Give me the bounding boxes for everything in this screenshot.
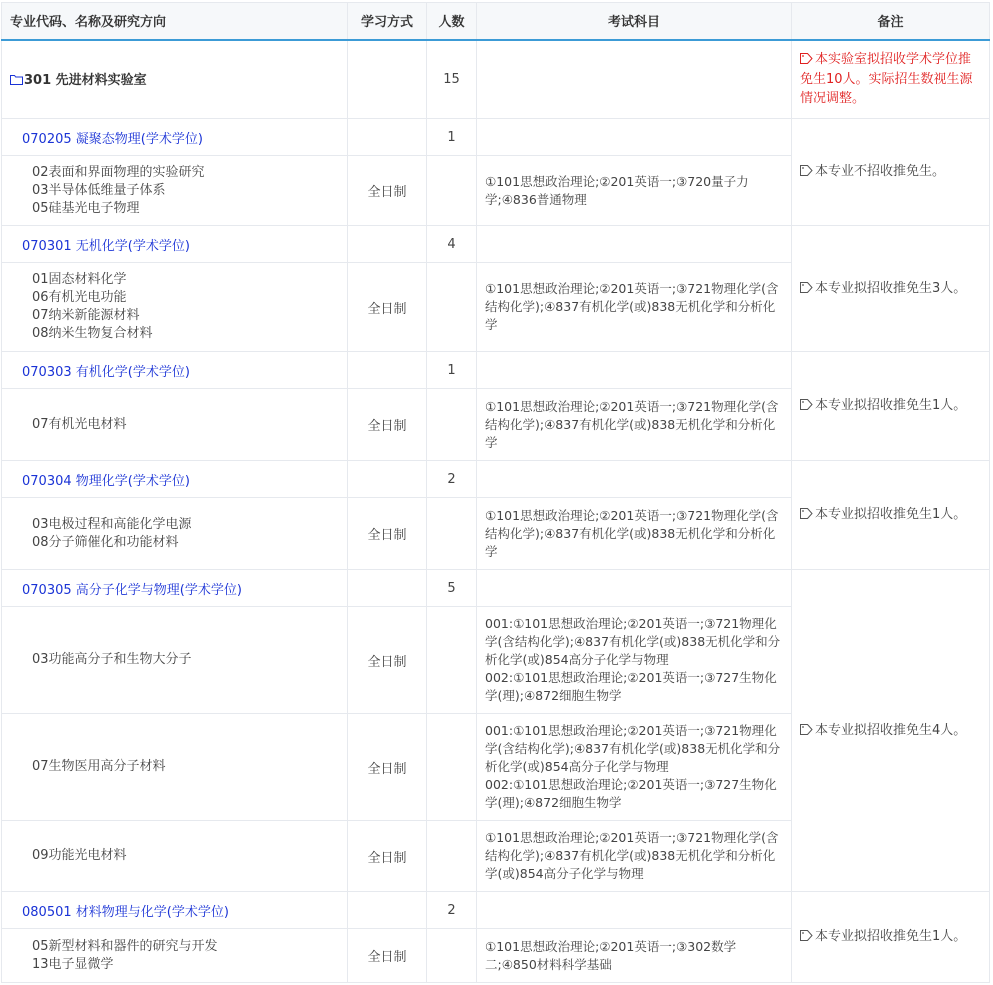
tag-icon xyxy=(800,280,813,299)
major-subjects-cell xyxy=(477,570,792,607)
major-link[interactable]: 070205 凝聚态物理(学术学位) xyxy=(22,131,203,147)
major-subjects-cell xyxy=(477,892,792,929)
major-count: 4 xyxy=(427,226,477,263)
directions-cell xyxy=(2,821,348,892)
subjects-cell xyxy=(477,156,792,226)
department-cell xyxy=(2,40,348,119)
major-cell xyxy=(2,352,348,389)
department-subjects-cell xyxy=(477,40,792,119)
study-mode: 全日制 xyxy=(348,929,427,983)
tag-icon xyxy=(800,397,813,416)
table-header xyxy=(2,3,990,40)
major-count: 1 xyxy=(427,119,477,156)
study-mode: 全日制 xyxy=(348,714,427,821)
subjects-cell xyxy=(477,714,792,821)
tag-icon xyxy=(800,51,813,70)
study-mode: 全日制 xyxy=(348,389,427,461)
department-row xyxy=(2,40,990,119)
major-note: 本专业拟招收推免生1人。 xyxy=(815,398,967,413)
subjects-cell xyxy=(477,389,792,461)
directions-cell xyxy=(2,929,348,983)
directions-cell xyxy=(2,156,348,226)
major-cell xyxy=(2,461,348,498)
major-cell xyxy=(2,570,348,607)
directions-cell xyxy=(2,263,348,352)
major-note: 本专业拟招收推免生1人。 xyxy=(815,929,967,944)
direction-item: 02表面和界面物理的实验研究 xyxy=(32,164,205,180)
directions-cell xyxy=(2,607,348,714)
major-row xyxy=(2,461,990,498)
direction-count-cell xyxy=(427,929,477,983)
major-note-cell xyxy=(792,119,990,226)
directions-cell xyxy=(2,389,348,461)
major-note-cell xyxy=(792,570,990,892)
direction-count-cell xyxy=(427,498,477,570)
major-note-cell xyxy=(792,352,990,461)
direction-item: 08纳米生物复合材料 xyxy=(32,326,153,341)
subject-line: 002:①101思想政治理论;②201英语一;③727生物化学(理);④872细胞生物学 xyxy=(485,777,777,810)
department-count: 15 xyxy=(427,40,477,119)
subject-line: ①101思想政治理论;②201英语一;③721物理化学(含结构化学);④837有机化学(或)838无机化学和分析化学(或)854高分子化学与物理 xyxy=(485,830,779,881)
subjects-cell xyxy=(477,607,792,714)
major-subjects-cell xyxy=(477,352,792,389)
major-link[interactable]: 080501 材料物理与化学(学术学位) xyxy=(22,904,229,920)
subject-line: 001:①101思想政治理论;②201英语一;③721物理化学(含结构化学);④837有机化学(或)838无机化学和分析化学(或)854高分子化学与物理 xyxy=(485,723,781,774)
subject-line: 001:①101思想政治理论;②201英语一;③721物理化学(含结构化学);④837有机化学(或)838无机化学和分析化学(或)854高分子化学与物理 xyxy=(485,616,781,667)
direction-item: 08分子筛催化和功能材料 xyxy=(32,534,179,550)
major-row xyxy=(2,226,990,263)
major-row xyxy=(2,570,990,607)
subjects-cell xyxy=(477,929,792,983)
direction-item: 07生物医用高分子材料 xyxy=(32,759,166,774)
major-count: 2 xyxy=(427,461,477,498)
major-note: 本专业拟招收推免生4人。 xyxy=(815,722,967,738)
folder-icon xyxy=(10,74,23,89)
tag-icon xyxy=(800,928,813,947)
direction-count-cell xyxy=(427,156,477,226)
major-row xyxy=(2,892,990,929)
direction-item: 07纳米新能源材料 xyxy=(32,308,140,323)
major-subjects-cell xyxy=(477,461,792,498)
tag-icon xyxy=(800,722,813,741)
major-mode-cell xyxy=(348,570,427,607)
direction-item: 03功能高分子和生物大分子 xyxy=(32,652,192,667)
directions-cell xyxy=(2,498,348,570)
header-major: 专业代码、名称及研究方向 xyxy=(2,3,348,40)
subject-line: ①101思想政治理论;②201英语一;③721物理化学(含结构化学);④837有机化学(或)838无机化学和分析化学 xyxy=(485,398,779,450)
major-subjects-cell xyxy=(477,226,792,263)
major-subjects-cell xyxy=(477,119,792,156)
table-body xyxy=(2,40,990,983)
subject-line: ①101思想政治理论;②201英语一;③720量子力学;④836普通物理 xyxy=(485,173,749,207)
direction-item: 05硅基光电子物理 xyxy=(32,200,140,216)
header-mode: 学习方式 xyxy=(348,3,427,40)
subject-line: ①101思想政治理论;②201英语一;③302数学二;④850材料科学基础 xyxy=(485,938,737,972)
header-count: 人数 xyxy=(427,3,477,40)
major-mode-cell xyxy=(348,461,427,498)
major-mode-cell xyxy=(348,352,427,389)
major-note-cell xyxy=(792,226,990,352)
direction-item: 06有机光电功能 xyxy=(32,290,127,305)
subject-line: 002:①101思想政治理论;②201英语一;③727生物化学(理);④872细胞生物学 xyxy=(485,670,777,703)
subjects-cell xyxy=(477,498,792,570)
major-note-cell xyxy=(792,461,990,570)
department-mode-cell xyxy=(348,40,427,119)
direction-count-cell xyxy=(427,821,477,892)
subject-line: ①101思想政治理论;②201英语一;③721物理化学(含结构化学);④837有机化学(或)838无机化学和分析化学 xyxy=(485,507,779,559)
major-count: 2 xyxy=(427,892,477,929)
direction-item: 05新型材料和器件的研究与开发 xyxy=(32,938,218,954)
enrollment-table xyxy=(1,2,990,983)
subjects-cell xyxy=(477,263,792,352)
major-note: 本专业拟招收推免生3人。 xyxy=(815,280,967,296)
header-subjects: 考试科目 xyxy=(477,3,792,40)
major-count: 5 xyxy=(427,570,477,607)
direction-item: 09功能光电材料 xyxy=(32,848,127,863)
major-row xyxy=(2,119,990,156)
direction-count-cell xyxy=(427,263,477,352)
direction-item: 03电极过程和高能化学电源 xyxy=(32,516,192,532)
study-mode: 全日制 xyxy=(348,156,427,226)
department-note-cell xyxy=(792,40,990,119)
tag-icon xyxy=(800,506,813,525)
header-row xyxy=(2,3,990,40)
subject-line: ①101思想政治理论;②201英语一;③721物理化学(含结构化学);④837有机化学(或)838无机化学和分析化学 xyxy=(485,281,779,332)
major-cell xyxy=(2,892,348,929)
major-link[interactable]: 070305 高分子化学与物理(学术学位) xyxy=(22,582,242,598)
major-mode-cell xyxy=(348,119,427,156)
study-mode: 全日制 xyxy=(348,263,427,352)
department-note: 本实验室拟招收学术学位推免生10人。实际招生数视生源情况调整。 xyxy=(800,52,973,107)
direction-count-cell xyxy=(427,714,477,821)
major-note-cell xyxy=(792,892,990,983)
study-mode: 全日制 xyxy=(348,498,427,570)
major-row xyxy=(2,352,990,389)
direction-item: 03半导体低维量子体系 xyxy=(32,182,166,198)
study-mode: 全日制 xyxy=(348,607,427,714)
tag-icon xyxy=(800,163,813,182)
direction-item: 13电子显微学 xyxy=(32,956,114,972)
header-note: 备注 xyxy=(792,3,990,40)
major-link[interactable]: 070304 物理化学(学术学位) xyxy=(22,473,190,489)
directions-cell xyxy=(2,714,348,821)
subjects-cell xyxy=(477,821,792,892)
major-link[interactable]: 070303 有机化学(学术学位) xyxy=(22,364,190,380)
direction-item: 01固态材料化学 xyxy=(32,272,127,287)
major-mode-cell xyxy=(348,226,427,263)
major-cell xyxy=(2,226,348,263)
major-count: 1 xyxy=(427,352,477,389)
major-note: 本专业不招收推免生。 xyxy=(815,164,946,179)
department-name: 301 先进材料实验室 xyxy=(24,73,147,89)
direction-count-cell xyxy=(427,607,477,714)
study-mode: 全日制 xyxy=(348,821,427,892)
major-note: 本专业拟招收推免生1人。 xyxy=(815,507,967,522)
major-mode-cell xyxy=(348,892,427,929)
direction-item: 07有机光电材料 xyxy=(32,416,127,432)
major-cell xyxy=(2,119,348,156)
major-link[interactable]: 070301 无机化学(学术学位) xyxy=(22,238,190,254)
direction-count-cell xyxy=(427,389,477,461)
